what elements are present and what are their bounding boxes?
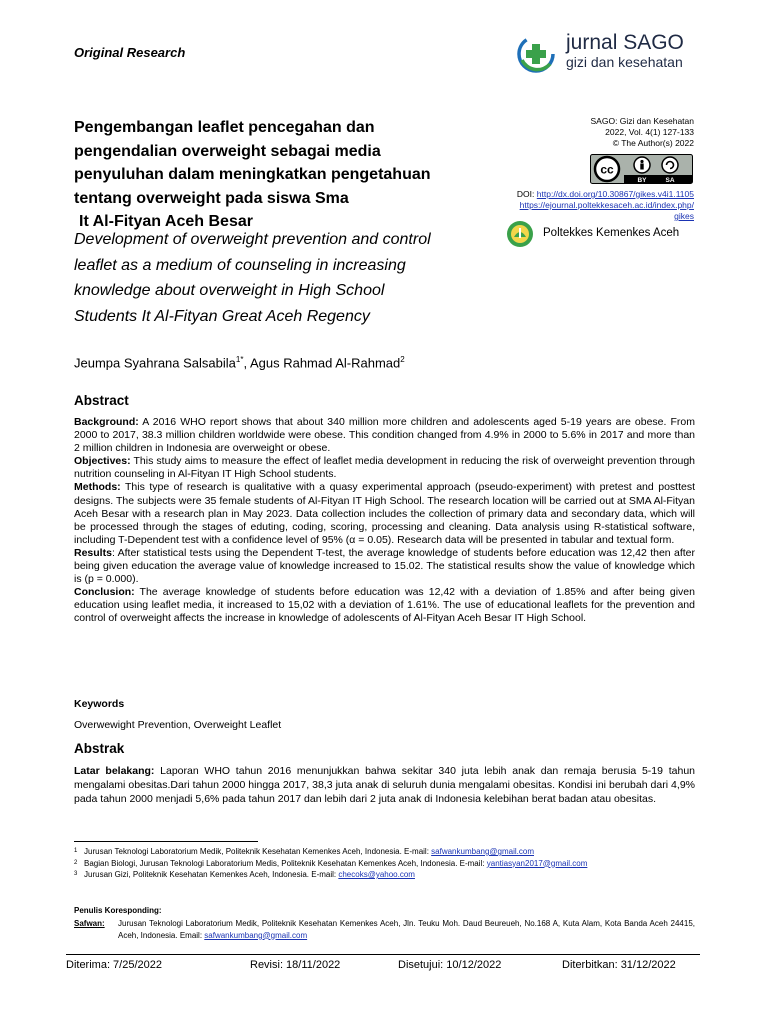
title-id-line: pengendalian overweight sebagai media — [74, 142, 381, 160]
author-affil: 2 — [400, 355, 405, 364]
title-en-line: knowledge about overweight in High School — [74, 282, 385, 299]
abstract-conclusion: Conclusion: The average knowledge of students before education was 12,42 with a deviation of 1.85% and after being given education using leaflet media, it increased to 15,02 with a deviation of 1.61%. The use of educational leaflets for the prevention and control of overweight affects the increase in knowledge of adolescents of Al-Fityan Aceh Besar IT High School. — [74, 586, 695, 625]
abstract-objectives: Objectives: This study aims to measure the effect of leaflet media development in reducing the risk of overweight prevention through nutrition counseling in Al-Fityan IT High School students. — [74, 455, 695, 481]
abstract-results: Results: After statistical tests using the Dependent T-test, the average knowledge of students before education was 12,42 then after being given education the average value of knowledge increased to 15.02. The statistical results show the value of knowledge which is (p = 0.000). — [74, 546, 695, 586]
author-name: Agus Rahmad Al-Rahmad — [249, 355, 401, 371]
institution-name: Poltekkes Kemenkes Aceh — [543, 227, 680, 239]
footnote-item: 3 Jurusan Gizi, Politeknik Kesehatan Kemenkes Aceh, Indonesia. E-mail: checoks@yahoo.com — [74, 870, 415, 879]
date-published: Diterbitkan: 31/12/2022 — [562, 959, 676, 971]
journal-subtitle: gizi dan kesehatan — [566, 54, 683, 70]
footnote-item: 2 Bagian Biologi, Jurusan Teknologi Laboratorium Medis, Politeknik Kesehatan Kemenkes Aceh, Indonesia. E-mail: yantiasyan2017@gmail.com — [74, 858, 588, 868]
title-id-line: penyuluhan dalam meningkatkan pengetahuan — [74, 166, 431, 183]
cc-by-sa-license-icon[interactable] — [590, 154, 693, 184]
cc-mark: cc — [600, 162, 614, 177]
abstract-heading: Abstract — [74, 393, 129, 408]
journal-url-link[interactable]: https://ejournal.poltekkesaceh.ac.id/index.php/ — [519, 200, 694, 210]
correspondent-name: Safwan: — [74, 919, 105, 928]
poltekkes-emblem-icon — [505, 220, 535, 248]
footnotes — [74, 846, 695, 881]
title-en-line: leaflet as a medium of counseling in increasing — [74, 256, 406, 274]
email-link[interactable]: safwankumbang@gmail.com — [431, 847, 534, 856]
sago-logo-icon — [516, 34, 560, 74]
meta-journal: SAGO: Gizi dan Kesehatan — [590, 116, 694, 126]
cc-sa-label: SA — [665, 177, 675, 184]
author-name: Jeumpa Syahrana Salsabila — [74, 355, 236, 371]
date-accepted: Disetujui: 10/12/2022 — [398, 959, 502, 971]
email-link[interactable]: safwankumbang@gmail.com — [204, 930, 308, 940]
meta-volume: 2022, Vol. 4(1) 127-133 — [605, 127, 694, 137]
keywords-heading: Keywords — [74, 698, 125, 710]
doi-label: DOI: — [516, 189, 535, 199]
abstract-background: Background: A 2016 WHO report shows that about 340 million more children and adolescents aged 5-19 years are obese. From 2000 to 2017, 38.3 million children worldwide were obese. This condition changed from 4.9% in 2000 to 5.6% in 2017 and more than 2 million children in Indonesia are overweight or obese. — [74, 416, 695, 455]
author-separator: , — [243, 355, 250, 371]
doi-block — [454, 189, 694, 222]
correspondence-heading: Penulis Koresponding: — [74, 906, 162, 915]
correspondence — [74, 918, 695, 941]
doi-link[interactable]: http://dx.doi.org/10.30867/gikes.v4i1.1105 — [536, 189, 694, 199]
meta-copyright: © The Author(s) 2022 — [612, 138, 694, 148]
journal-logo — [516, 32, 696, 76]
email-link[interactable]: yantiasyan2017@gmail.com — [486, 858, 588, 868]
abstrak-body: Latar belakang: Laporan WHO tahun 2016 menunjukkan bahwa sekitar 340 juta lebih anak dan remaja berusia 5-19 tahun mengalami obesitas.Dari tahun 2000 hingga 2017, 38,3 juta anak di seluruh dunia mengalami obesitas. Kondisi ini berubah dari 4,9% pada tahun 2000 menjadi 5,6% pada tahun 2017 dan lebih dari 2 juta anak di Indonesia kelebihan berat badan atau obesitas. — [74, 765, 695, 806]
footnote-item: 1 Jurusan Teknologi Laboratorium Medik, Politeknik Kesehatan Kemenkes Aceh, Indonesia. E-mail: safwankumbang@gmail.com — [74, 847, 534, 856]
cc-by-label: BY — [637, 177, 647, 184]
journal-name: jurnal SAGO — [566, 31, 684, 54]
date-revised: Revisi: 18/11/2022 — [250, 959, 341, 971]
abstrak-heading: Abstrak — [74, 741, 125, 756]
keywords-text: Overwewight Prevention, Overweight Leaflet — [74, 719, 282, 731]
author-list — [74, 355, 405, 370]
email-link[interactable]: checoks@yahoo.com — [338, 870, 415, 879]
title-en-line: Students It Al-Fityan Great Aceh Regency — [74, 307, 370, 325]
title-id-line: It Al-Fityan Aceh Besar — [79, 213, 253, 230]
author-affil: 1* — [235, 355, 244, 364]
journal-meta — [464, 116, 694, 149]
title-english — [74, 227, 484, 329]
title-id-line: tentang overweight pada siswa Sma — [74, 189, 349, 207]
article-type: Original Research — [74, 45, 186, 60]
journal-url-link-cont[interactable]: gikes — [674, 211, 694, 221]
title-en-line: Development of overweight prevention and control — [74, 231, 431, 248]
abstract-body — [74, 416, 695, 626]
abstract-methods: Methods: This type of research is qualitative with a quasy experimental approach (pseudo-experiment) with pretest and posttest designs. The subjects were 35 female students of Al-Fityan IT High School. The research location will be carried out at SMA Al-Fityan Aceh Besar with a research plan in May 2023. Data collection includes the collection of primary data and secondary data, which will be processed through the stages of eduting, coding, scoring, processing and cleaning. Data analysis using R-statistical software, including T-Dependent test with a confidence level of 95% (α = 0.05). Research data will be presented in tabular and textual form. — [74, 481, 695, 546]
title-indonesian — [74, 116, 474, 234]
title-id-line: Pengembangan leaflet pencegahan dan — [74, 119, 375, 136]
institution-badge — [505, 220, 695, 250]
date-received: Diterima: 7/25/2022 — [66, 959, 162, 971]
dates-divider — [66, 954, 700, 955]
correspondent-address: Jurusan Teknologi Laboratorium Medik, Politeknik Kesehatan Kemenkes Aceh, Jln. Teuku Moh. Daud Beureueh, No.168 A, Kuta Alam, Kota Banda Aceh 24415, Aceh, Indonesia. Email: — [118, 919, 695, 940]
footnote-divider — [74, 841, 258, 842]
